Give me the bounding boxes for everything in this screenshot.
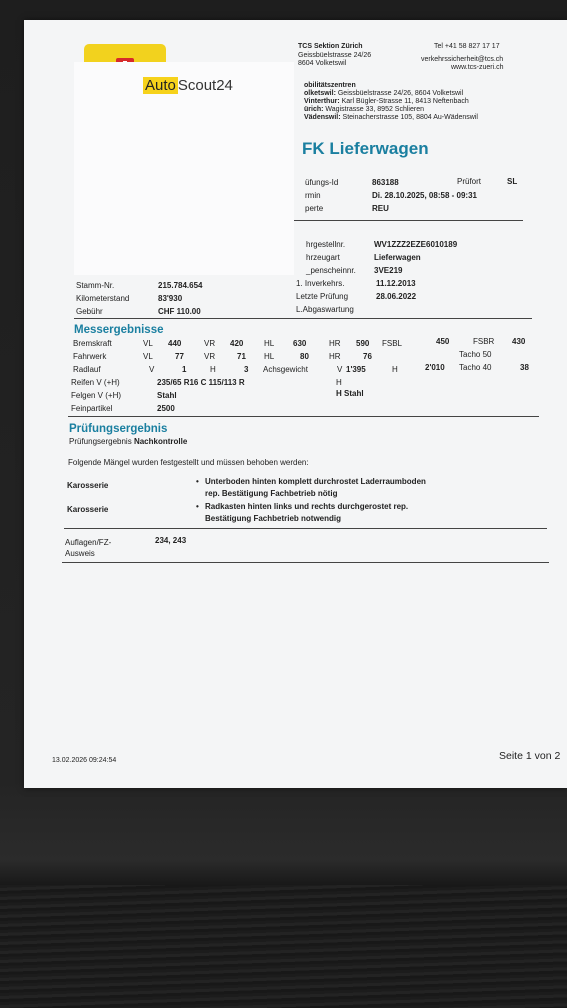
center-item: Vädenswil: Steinacherstrasse 105, 8804 Au-Wädenswil: [304, 114, 478, 121]
cell: VR: [204, 352, 216, 361]
last-test-label: Letzte Prüfung: [296, 292, 349, 301]
reifen-label: Reifen V (+H): [71, 378, 120, 387]
auflagen-label-2: Ausweis: [65, 549, 95, 558]
felgen-label: Felgen V (+H): [71, 391, 122, 400]
defect-text: Unterboden hinten komplett durchrostet Laderraumboden: [205, 477, 426, 486]
experte-label: perte: [305, 204, 324, 213]
inverkehr-value: 11.12.2013: [376, 279, 416, 288]
desk-surface: [0, 885, 567, 1008]
bremskraft-label: Bremskraft: [73, 339, 112, 348]
feinpartikel-label: Feinpartikel: [71, 404, 113, 413]
result-line: Prüfungsergebnis Nachkontrolle: [69, 437, 188, 446]
centers-title: obilitätszentren: [304, 82, 356, 89]
defects-intro: Folgende Mängel wurden festgestellt und müssen behoben werden:: [68, 458, 309, 467]
termin-value: Di. 28.10.2025, 08:58 - 09:31: [372, 191, 477, 200]
cell: 76: [363, 352, 372, 361]
inverkehr-label: 1. Inverkehrs.: [296, 279, 345, 288]
cell: 71: [237, 352, 246, 361]
section-pruefungsergebnis: Prüfungsergebnis: [69, 423, 168, 435]
cell: Tacho 40: [459, 363, 492, 372]
experte-value: REU: [372, 204, 389, 213]
cell: H: [210, 365, 216, 374]
divider: [74, 318, 532, 319]
termin-label: rmin: [305, 191, 321, 200]
cell: 430: [512, 337, 526, 346]
cell: 3: [244, 365, 249, 374]
section-messergebnisse: Messergebnisse: [74, 324, 164, 336]
org-street: Geissbüelstrasse 24/26: [298, 52, 372, 59]
website: www.tcs-zueri.ch: [451, 64, 504, 71]
abgas-label: L.Abgaswartung: [296, 305, 354, 314]
radlauf-label: Radlauf: [73, 365, 101, 374]
pruefort-label: Prüfort: [457, 177, 482, 186]
email: verkehrssicherheit@tcs.ch: [421, 56, 504, 63]
cell: 38: [520, 363, 529, 372]
fee-label: Gebühr: [76, 307, 103, 316]
cell: 1'395: [346, 365, 366, 374]
defect-bullet: •: [196, 477, 199, 486]
fee-value: CHF 110.00: [158, 307, 201, 316]
center-item: olketswil: Geissbüelstrasse 24/26, 8604 Volketswil: [304, 90, 464, 97]
defect-bullet: •: [196, 502, 199, 511]
feinpartikel-value: 2500: [157, 404, 175, 413]
cell: VR: [204, 339, 216, 348]
cell: FSBL: [382, 339, 403, 348]
print-timestamp: 13.02.2026 09:24:54: [52, 757, 117, 764]
chassis-value: WV1ZZZ2EZE6010189: [374, 240, 458, 249]
type-cert-label: _penscheinnr.: [306, 266, 356, 275]
defect-category: Karosserie: [67, 481, 109, 490]
pruefort-value: SL: [507, 177, 518, 186]
defect-text: rep. Bestätigung Fachbetrieb nötig: [205, 489, 338, 498]
reifen-value: 235/65 R16 C 115/113 R: [157, 378, 245, 387]
vehicle-type-value: Lieferwagen: [374, 253, 421, 262]
divider: [68, 416, 539, 417]
felgen-value: Stahl: [157, 391, 177, 400]
fahrwerk-label: Fahrwerk: [73, 352, 107, 361]
felgen-h: H Stahl: [336, 389, 364, 398]
center-item: Vinterthur: Karl Bügler-Strasse 11, 8413 Neftenbach: [304, 98, 469, 105]
cell: 450: [436, 337, 450, 346]
auflagen-label: Auflagen/FZ-: [65, 538, 112, 547]
cell: 630: [293, 339, 307, 348]
defect-text: Bestätigung Fachbetrieb notwendig: [205, 514, 342, 523]
cell: HL: [264, 352, 275, 361]
cell: V: [149, 365, 155, 374]
cell: 80: [300, 352, 309, 361]
divider: [62, 562, 549, 563]
autoscout24-logo: Auto Scout24: [145, 77, 233, 94]
defect-text: Radkasten hinten links und rechts durchgerostet rep.: [205, 502, 409, 511]
cell: 77: [175, 352, 184, 361]
cell: 2'010: [425, 363, 445, 372]
cell: HL: [264, 339, 275, 348]
cell: 420: [230, 339, 244, 348]
km-label: Kilometerstand: [76, 294, 130, 303]
test-id-label: üfungs-Id: [305, 178, 339, 187]
page-number: Seite 1 von 2: [499, 750, 561, 762]
cell: HR: [329, 339, 341, 348]
cell: HR: [329, 352, 341, 361]
divider: [290, 220, 523, 221]
test-id-value: 863188: [372, 178, 399, 187]
vehicle-type-label: hrzeugart: [306, 253, 340, 262]
divider: [64, 528, 547, 529]
document-title: FK Lieferwagen: [302, 139, 429, 158]
auflagen-value: 234, 243: [155, 536, 187, 545]
chassis-label: hrgestellnr.: [306, 240, 346, 249]
center-item: ürich: Wagistrasse 33, 8952 Schlieren: [304, 106, 424, 113]
defect-category: Karosserie: [67, 505, 109, 514]
cell: VL: [143, 339, 153, 348]
stamm-label: Stamm-Nr.: [76, 281, 115, 290]
org-city: 8604 Volketswil: [298, 60, 347, 67]
cell: FSBR: [473, 337, 495, 346]
org-name: TCS Sektion Zürich: [298, 43, 363, 50]
last-test-value: 28.06.2022: [376, 292, 417, 301]
cell: 1: [182, 365, 187, 374]
cell: VL: [143, 352, 153, 361]
cell: Achsgewicht: [263, 365, 308, 374]
stamm-value: 215.784.654: [158, 281, 203, 290]
type-cert-value: 3VE219: [374, 266, 403, 275]
cell: 590: [356, 339, 370, 348]
cell: V: [337, 365, 343, 374]
cell: H: [392, 365, 398, 374]
km-value: 83'930: [158, 294, 183, 303]
cell: Tacho 50: [459, 350, 492, 359]
reifen-h: H: [336, 378, 342, 387]
phone: Tel +41 58 827 17 17: [434, 43, 500, 50]
cell: 440: [168, 339, 182, 348]
